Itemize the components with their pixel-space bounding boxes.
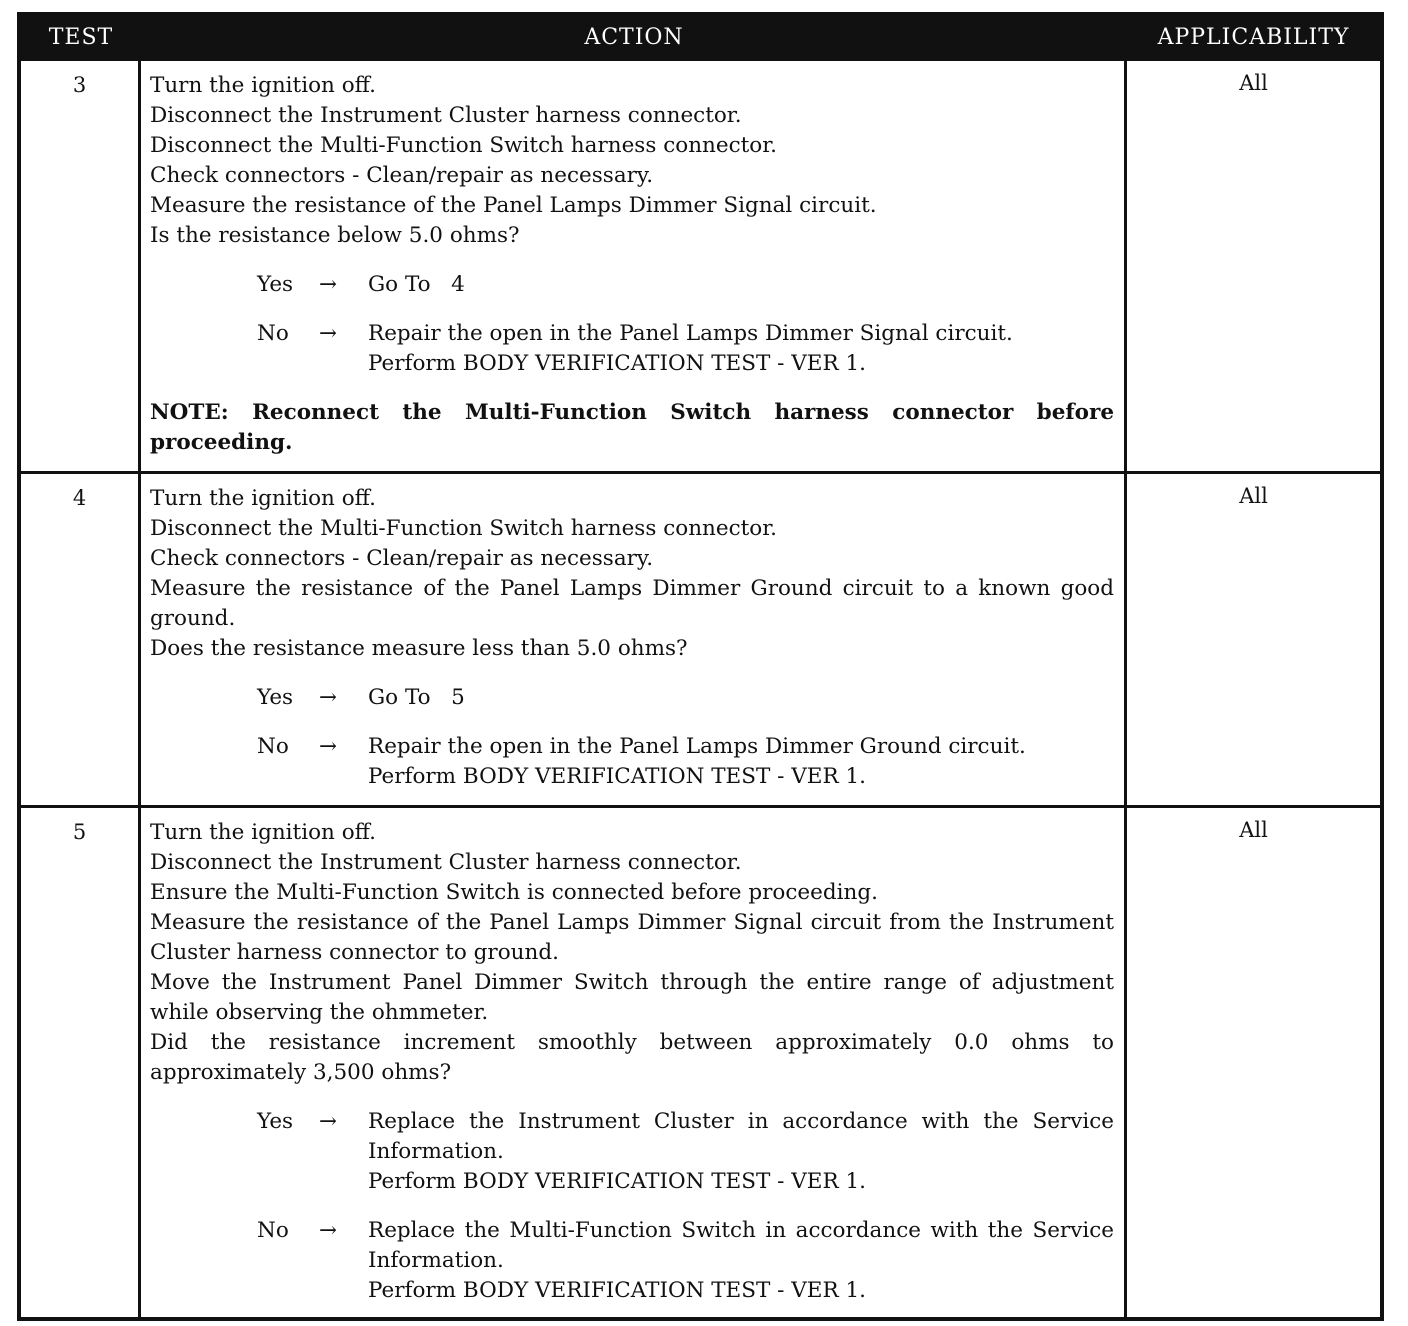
test-number: 3 bbox=[21, 61, 141, 471]
applicability: All bbox=[1239, 484, 1268, 508]
arrow-icon: → bbox=[319, 321, 338, 346]
no-label: No bbox=[257, 321, 289, 346]
action-step: Check connectors - Clean/repair as necessary. bbox=[150, 163, 654, 188]
no-label: No bbox=[257, 734, 289, 759]
action-step: Move the Instrument Panel Dimmer Switch through the entire range of adjustment while observing the ohmmeter. bbox=[150, 970, 1114, 1025]
header-applicability: APPLICABILITY bbox=[1157, 24, 1350, 50]
action-step: Disconnect the Instrument Cluster harness connector. bbox=[150, 103, 742, 128]
table-row bbox=[21, 58, 1380, 471]
action-step: Disconnect the Multi-Function Switch harness connector. bbox=[150, 516, 777, 541]
arrow-icon: → bbox=[319, 685, 338, 710]
yes-branch bbox=[150, 683, 1114, 713]
action-cell bbox=[141, 61, 1127, 471]
diagnostic-table bbox=[17, 12, 1384, 1321]
no-result bbox=[368, 1216, 1114, 1306]
no-result bbox=[368, 732, 1114, 792]
arrow-icon: → bbox=[319, 1109, 338, 1134]
action-step: Ensure the Multi-Function Switch is connected before proceeding. bbox=[150, 880, 878, 905]
yes-result-line: Perform BODY VERIFICATION TEST - VER 1. bbox=[368, 1169, 867, 1194]
yes-result bbox=[368, 1107, 1114, 1197]
action-step: Measure the resistance of the Panel Lamps Dimmer Ground circuit to a known good ground. bbox=[150, 576, 1114, 631]
no-result-line: Perform BODY VERIFICATION TEST - VER 1. bbox=[368, 351, 867, 376]
table-header bbox=[21, 16, 1380, 58]
no-branch bbox=[150, 319, 1114, 379]
action-step: Turn the ignition off. bbox=[150, 73, 376, 98]
action-step: Is the resistance below 5.0 ohms? bbox=[150, 223, 520, 248]
action-step: Check connectors - Clean/repair as necessary. bbox=[150, 546, 654, 571]
table-row bbox=[21, 471, 1380, 805]
no-result bbox=[368, 319, 1114, 379]
action-step: Disconnect the Multi-Function Switch harness connector. bbox=[150, 133, 777, 158]
no-result-line: Replace the Multi-Function Switch in accordance with the Service Information. bbox=[368, 1218, 1114, 1273]
yes-branch bbox=[150, 270, 1114, 300]
test-number: 5 bbox=[21, 808, 141, 1317]
yes-result: Go To 5 bbox=[368, 685, 465, 710]
header-test: TEST bbox=[48, 24, 114, 50]
no-branch bbox=[150, 732, 1114, 792]
applicability: All bbox=[1239, 71, 1268, 95]
table-row bbox=[21, 805, 1380, 1317]
action-step: Measure the resistance of the Panel Lamps Dimmer Signal circuit from the Instrument Cluster harness connector to ground. bbox=[150, 910, 1114, 965]
arrow-icon: → bbox=[319, 734, 338, 759]
arrow-icon: → bbox=[319, 1218, 338, 1243]
yes-result: Go To 4 bbox=[368, 272, 465, 297]
action-step: Measure the resistance of the Panel Lamps Dimmer Signal circuit. bbox=[150, 193, 877, 218]
yes-label: Yes bbox=[257, 272, 294, 297]
no-result-line: Perform BODY VERIFICATION TEST - VER 1. bbox=[368, 764, 867, 789]
no-label: No bbox=[257, 1218, 289, 1243]
test-number: 4 bbox=[21, 474, 141, 805]
no-result-line: Perform BODY VERIFICATION TEST - VER 1. bbox=[368, 1278, 867, 1303]
yes-label: Yes bbox=[257, 1109, 294, 1134]
yes-result-line: Replace the Instrument Cluster in accordance with the Service Information. bbox=[368, 1109, 1114, 1164]
no-result-line: Repair the open in the Panel Lamps Dimmer Ground circuit. bbox=[368, 734, 1026, 759]
no-branch bbox=[150, 1216, 1114, 1306]
no-result-line: Repair the open in the Panel Lamps Dimmer Signal circuit. bbox=[368, 321, 1013, 346]
applicability: All bbox=[1239, 818, 1268, 842]
arrow-icon: → bbox=[319, 272, 338, 297]
action-step: Disconnect the Instrument Cluster harness connector. bbox=[150, 850, 742, 875]
header-action: ACTION bbox=[584, 24, 684, 50]
action-cell bbox=[141, 474, 1127, 805]
action-cell bbox=[141, 808, 1127, 1317]
yes-label: Yes bbox=[257, 685, 294, 710]
yes-branch bbox=[150, 1107, 1114, 1197]
action-step: Did the resistance increment smoothly between approximately 0.0 ohms to approximately 3,500 ohms? bbox=[150, 1030, 1114, 1085]
action-step: Turn the ignition off. bbox=[150, 820, 376, 845]
action-step: Turn the ignition off. bbox=[150, 486, 376, 511]
note: NOTE: Reconnect the Multi-Function Switch harness connector before proceeding. bbox=[150, 400, 1114, 455]
action-step: Does the resistance measure less than 5.0 ohms? bbox=[150, 636, 688, 661]
